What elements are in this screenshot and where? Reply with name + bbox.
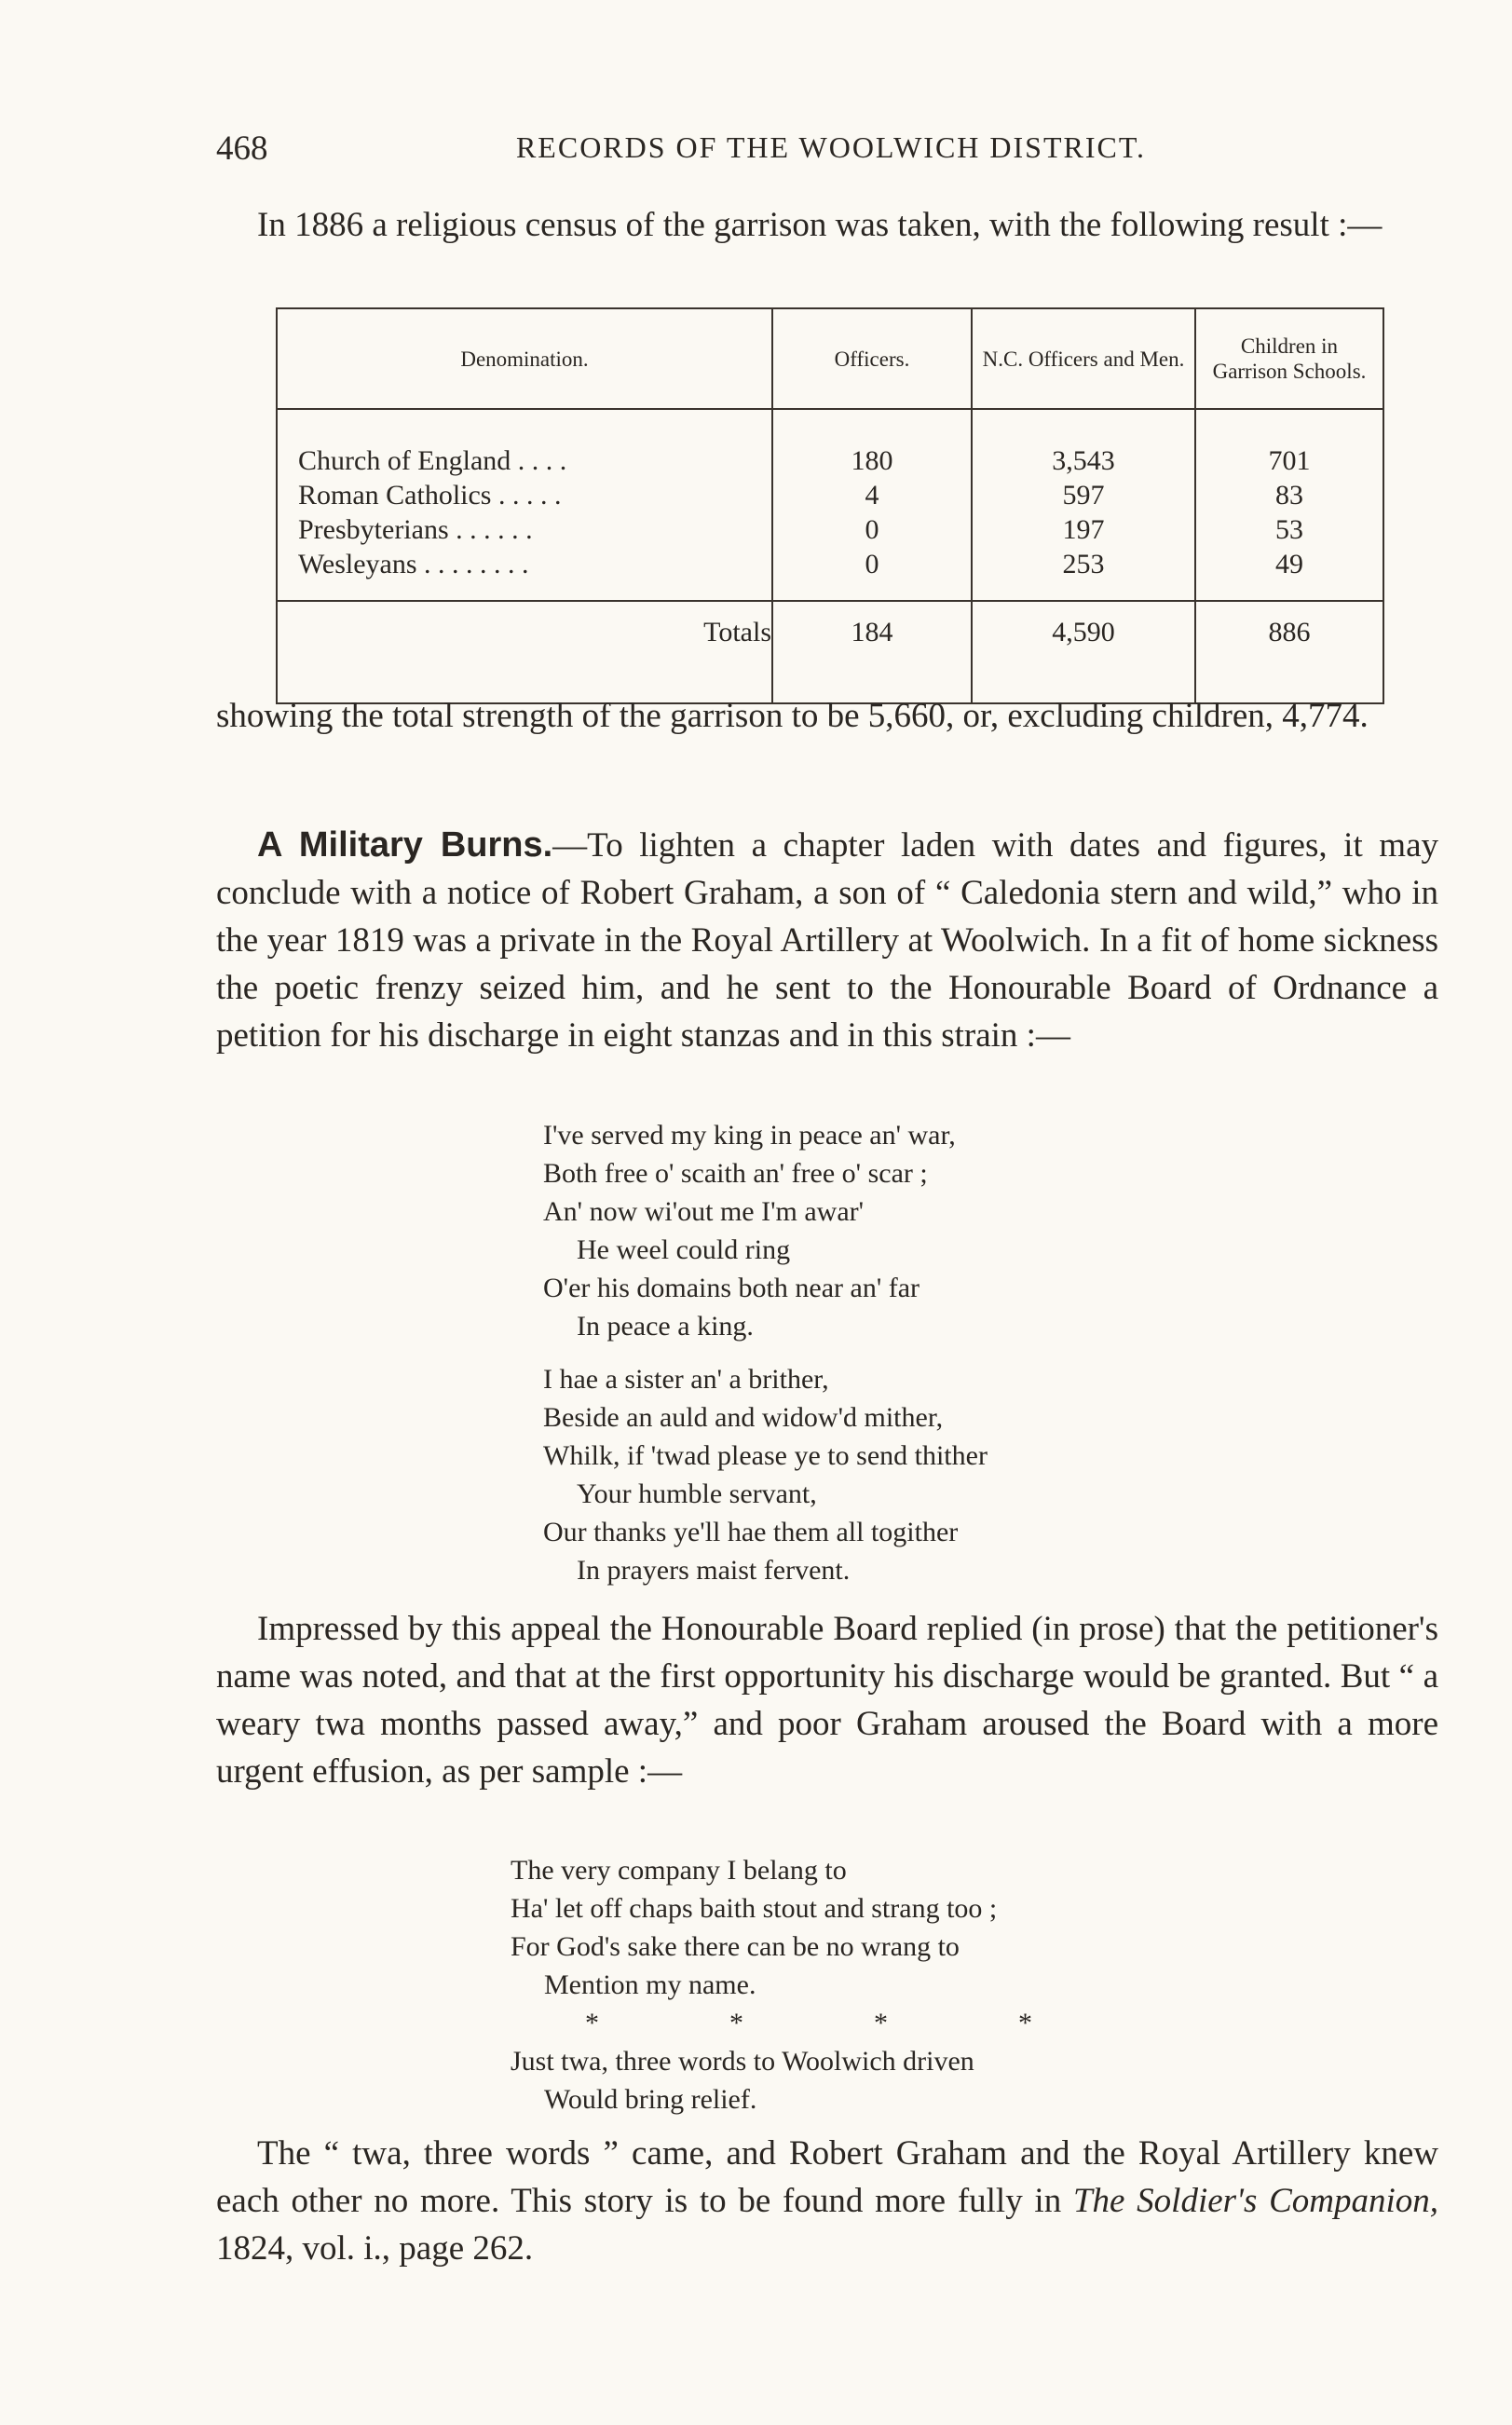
running-head: RECORDS OF THE WOOLWICH DISTRICT. (515, 130, 1147, 164)
table-cell-denomination: Roman Catholics . . . . . (298, 480, 562, 511)
header-officers: Officers. (772, 308, 972, 409)
verse-line: Just twa, three words to Woolwich driven (511, 2046, 974, 2077)
table-cell-children: 83 (1275, 480, 1303, 511)
closing-paragraph (216, 2130, 1438, 2272)
verse-line: Would bring relief. (544, 2084, 757, 2115)
table-header-row (277, 308, 1383, 409)
star: * (874, 2008, 888, 2038)
totals-label: Totals (277, 601, 772, 703)
table-cell-children: 49 (1275, 549, 1303, 579)
military-burns-paragraph (216, 822, 1438, 1059)
page-number: 468 (216, 129, 268, 168)
verse-stanza-3 (511, 1851, 1163, 2118)
intro-text: In 1886 a religious census of the garrison was taken, with the following result :— (257, 206, 1383, 244)
verse-line: In prayers maist fervent. (577, 1555, 851, 1586)
totals-officers: 184 (772, 601, 972, 703)
children-column (1195, 409, 1383, 601)
star: * (729, 2008, 743, 2038)
showing-paragraph (216, 692, 1438, 740)
table-body-rows (277, 409, 1383, 601)
denomination-column (277, 409, 772, 601)
impressed-paragraph (216, 1605, 1438, 1795)
table-cell-officers: 0 (865, 549, 879, 579)
military-burns-text: —To lighten a chapter laden with dates and figures, it may conclude with a notice of Robert Graham, a son of “ Caledonia stern and wild,” who in the year 1819 was a private in the Royal Artillery at Woolwich. In a fit of home sickness the poetic frenzy seized him, and he sent to the Honourable Board of Ordnance a petition for his discharge in eight stanzas and in this strain :— (216, 826, 1438, 1055)
census-table (276, 307, 1384, 704)
page-header (216, 129, 1446, 170)
closing-citation: 1824, vol. i., page 262. (216, 2229, 534, 2268)
verse-line: Our thanks ye'll hae them all togither (543, 1517, 959, 1547)
table-cell-men: 253 (1062, 549, 1105, 579)
header-denomination: Denomination. (277, 308, 772, 409)
verse-line: I hae a sister an' a brither, (543, 1364, 829, 1395)
verse-line: Beside an auld and widow'd mither, (543, 1402, 944, 1433)
nco-men-column (972, 409, 1195, 601)
verse-line: Your humble servant, (577, 1478, 817, 1509)
header-children: Children in Garrison Schools. (1195, 308, 1383, 409)
closing-text: The “ twa, three words ” came, and Robert Graham and the Royal Artillery knew each other no more. This story is to be found more fully in (216, 2134, 1438, 2220)
section-heading: A Military Burns. (257, 825, 553, 865)
header-nco-men: N.C. Officers and Men. (972, 308, 1195, 409)
ellipsis-stars (511, 2004, 1163, 2042)
verse-line: An' now wi'out me I'm awar' (543, 1196, 865, 1227)
table-cell-men: 3,543 (1052, 445, 1115, 476)
totals-children: 886 (1195, 601, 1383, 703)
book-title: The Soldier's Companion, (1072, 2182, 1439, 2220)
totals-men: 4,590 (972, 601, 1195, 703)
star: * (585, 2008, 599, 2038)
totals-row (277, 601, 1383, 703)
table-cell-denomination: Wesleyans . . . . . . . . (298, 549, 529, 579)
table-cell-officers: 4 (865, 480, 879, 511)
star: * (1018, 2008, 1032, 2038)
intro-paragraph (216, 201, 1438, 249)
verse-line: In peace a king. (577, 1311, 754, 1342)
verse-stanza-1 (543, 1116, 988, 1589)
verse-line: O'er his domains both near an' far (543, 1273, 920, 1303)
verse-line: Mention my name. (544, 1969, 756, 2000)
table-cell-children: 53 (1275, 514, 1303, 545)
verse-line: For God's sake there can be no wrang to (511, 1931, 960, 1962)
verse-line: Whilk, if 'twad please ye to send thither (543, 1440, 988, 1471)
table-cell-officers: 180 (851, 445, 893, 476)
table-cell-officers: 0 (865, 514, 879, 545)
verse-line: Both free o' scaith an' free o' scar ; (543, 1158, 928, 1189)
table-cell-denomination: Presbyterians . . . . . . (298, 514, 533, 545)
table-cell-denomination: Church of England . . . . (298, 445, 567, 476)
officers-column (772, 409, 972, 601)
table-cell-men: 597 (1062, 480, 1105, 511)
table-cell-men: 197 (1062, 514, 1105, 545)
table-cell-children: 701 (1268, 445, 1311, 476)
showing-text: showing the total strength of the garrison to be 5,660, or, excluding children, 4,774. (216, 697, 1369, 735)
impressed-text: Impressed by this appeal the Honourable Board replied (in prose) that the petitioner's name was noted, and that at the first opportunity his discharge would be granted. But “ a weary twa months passed away,” and poor Graham aroused the Board with a more urgent effusion, as per sample :— (216, 1610, 1438, 1791)
verse-line: Ha' let off chaps baith stout and strang too ; (511, 1893, 998, 1924)
verse-line: He weel could ring (577, 1234, 791, 1265)
verse-line: I've served my king in peace an' war, (543, 1120, 956, 1151)
verse-line: The very company I belang to (511, 1855, 847, 1886)
